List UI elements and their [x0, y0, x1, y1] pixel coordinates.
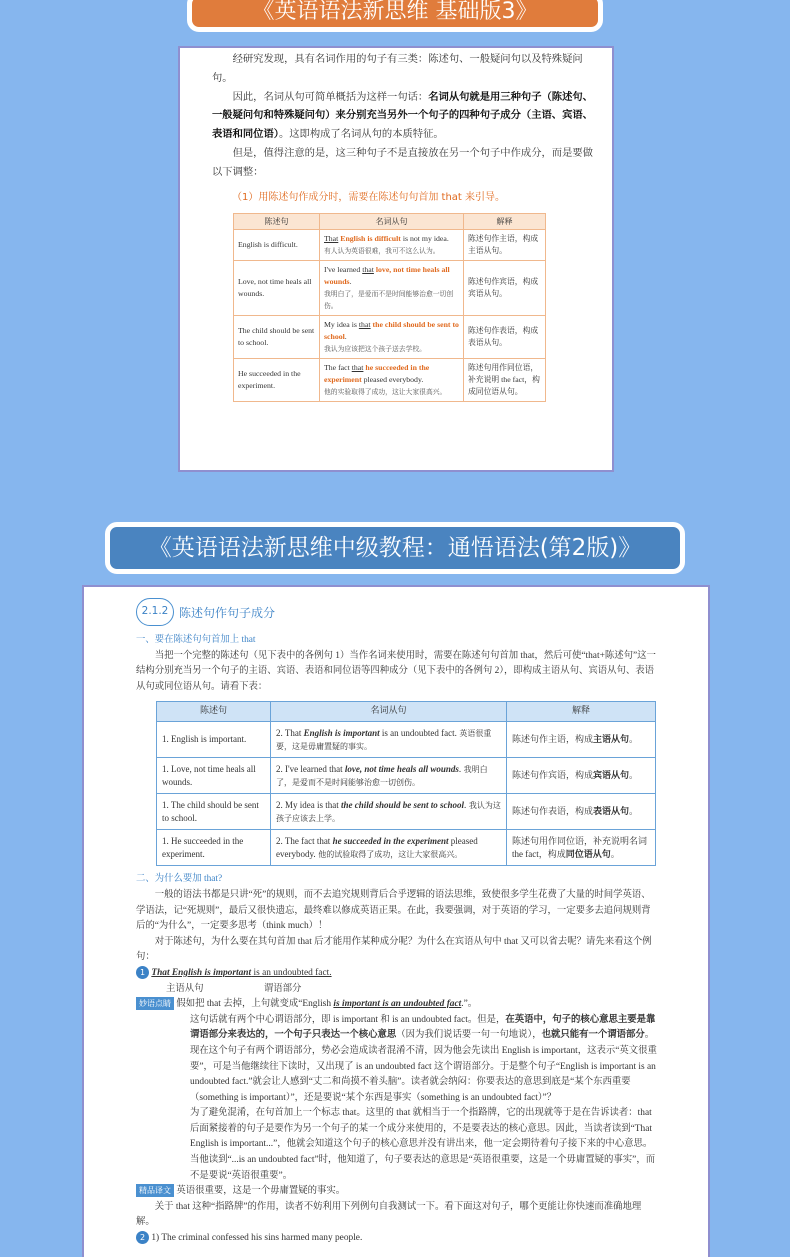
- table-header: 解释: [507, 702, 656, 722]
- bold-text: 名词从句就是用三种句子（陈述句、一般疑问句和特殊疑问句）来分别充当另外一个句子的四种句子成分（主语、宾语、表语和同位语）: [212, 91, 593, 141]
- table-row: [234, 261, 546, 316]
- note-block: [136, 997, 658, 1013]
- explanation-cell: 陈述句作表语，构成表语从句。: [464, 316, 546, 359]
- top-book-banner: [187, 0, 603, 32]
- statement-cell: 1. Love, not time heals all wounds.: [157, 758, 271, 794]
- intermediate-clause-table: [156, 701, 656, 866]
- clause-prefix: 2. I've learned that: [276, 763, 345, 774]
- paragraph: 当把一个完整的陈述句（见下表中的各例句 1）当作名词来使用时，需要在陈述句句首加 that，然后可使“that+陈述句”这一结构分别充当另一个句子的主语、宾语、表语和同位语等四种成分（见下表中的各例句 2），即构成主语从句、宾语从句、表语从句或同位语从句。请看下表：: [136, 650, 656, 692]
- paragraph: 关于 that 这种“指路牌”的作用，读者不妨利用下列例句自我测试一下。看下面这对句子，哪个更能让你快速而准确地理解。: [136, 1201, 642, 1228]
- clause-translation: 他的试验取得了成功，这让大家很高兴。: [315, 849, 463, 859]
- explanation-cell: 陈述句作宾语，构成宾语从句。: [464, 261, 546, 316]
- explain-bold: 表语从句: [593, 806, 630, 817]
- clause-translation: 英语很重要，这是毋庸置疑的事实。: [276, 728, 492, 751]
- translation-text: 英语很重要，这是一个毋庸置疑的事实。: [174, 1186, 346, 1197]
- clause-text: English is important: [303, 727, 380, 738]
- clause-cell: [320, 230, 464, 261]
- subject-label: 主语从句: [166, 983, 204, 994]
- clause-translation: 有人认为英语很难，我可不这么认为。: [324, 247, 440, 256]
- explain-text: 陈述句作主语，构成: [512, 734, 594, 745]
- example-labels: [166, 982, 658, 998]
- example-1: [136, 966, 658, 982]
- explain-text: 陈述句作宾语，构成: [512, 770, 594, 781]
- table-row: [234, 359, 546, 402]
- statement-cell: 1. The child should be sent to school.: [157, 794, 271, 830]
- clause-translation: 我认为应该把这个孩子送去学校。: [324, 345, 426, 354]
- statement-cell: 1. He succeeded in the experiment.: [157, 830, 271, 866]
- section-number-badge: 2.1.2: [136, 598, 174, 626]
- clause-translation: 我明白了，是爱而不是时间能够治愈一切创伤。: [324, 290, 454, 311]
- text: 这句话就有两个中心谓语部分，即 is important 和 is an undoubted fact。但是，: [190, 1014, 506, 1025]
- clause-cell: [271, 794, 507, 830]
- explain-text: 。: [610, 848, 620, 859]
- that-word: That: [324, 234, 339, 244]
- translation-block: [136, 1184, 658, 1200]
- clause-highlight: he succeeded in the experiment: [324, 363, 430, 385]
- text: 因此，名词从句可简单概括为这样一句话：: [232, 91, 429, 103]
- paragraph: [212, 89, 596, 145]
- that-word: that: [351, 363, 364, 373]
- intermediate-book-banner: [105, 522, 685, 574]
- example-clause: That English is important: [151, 967, 252, 978]
- table-header: 名词从句: [271, 702, 507, 722]
- that-word: that: [362, 265, 374, 275]
- translation-tag: 精品译文: [136, 1184, 174, 1197]
- clause-cell: [320, 261, 464, 316]
- clause-highlight: the child should be sent to school: [324, 320, 459, 342]
- text: .”。: [461, 999, 478, 1010]
- explanation-cell: 陈述句作主语，构成主语从句。: [464, 230, 546, 261]
- clause-translation: 他的实验取得了成功，这让大家很高兴。: [324, 388, 447, 397]
- clause-translation: 我认为这孩子应该去上学。: [276, 800, 501, 823]
- clause-translation: 我明白了，是爱而不是时间能够治愈一切创伤。: [276, 764, 488, 787]
- example-2: [136, 1231, 658, 1247]
- explanation-cell: [507, 722, 656, 758]
- explain-text: 陈述句作表语，构成: [512, 806, 594, 817]
- basic-book-page: [178, 46, 614, 472]
- explanation-cell: [507, 758, 656, 794]
- bold-text: 在英语中，句子的核心意思主要是靠谓语部分来表达的，一个句子只表达一个核心意思: [190, 1014, 656, 1041]
- table-header: 解释: [464, 214, 546, 230]
- intermediate-book-title: 《英语语法新思维中级教程：通悟语法(第2版)》: [148, 535, 642, 561]
- note-paragraph: [190, 1013, 658, 1107]
- statement-cell: 1. English is important.: [157, 722, 271, 758]
- section-title: 陈述句作句子成分: [179, 605, 276, 620]
- explain-bold: 同位语从句: [565, 848, 611, 859]
- clause-cell: [271, 830, 507, 866]
- section-heading: [136, 598, 275, 626]
- clause-emphasis: [344, 763, 462, 774]
- intermediate-book-page: [82, 585, 710, 1257]
- clause-suffix: .: [349, 277, 352, 287]
- clause-cell: [271, 758, 507, 794]
- clause-suffix: pleased everybody.: [361, 375, 424, 385]
- explanation-cell: [507, 830, 656, 866]
- that-word: that: [358, 320, 371, 330]
- text: 。现在这个句子有两个谓语部分，势必会造成读者混淆不清，因为他会先读出 English is important，这表示“英文很重要”，可是当他继续往下读时，又出现了 is an undoubted fact 这个谓语部分。于是整个句子“English is important is an undoubted fact.”就会让人感到“丈二和尚摸不着头脑”。读者就会纳闷：你要表达的意思到底是“某个东西重要（something is important）”，还是要说“某个东西是事实（something is an undoubted fact）”？: [190, 1030, 657, 1103]
- table-row: [157, 722, 656, 758]
- clause-emphasis: [341, 799, 467, 810]
- subheading: 一、要在陈述句句首加上 that: [136, 635, 256, 645]
- clause-suffix: .: [464, 799, 467, 810]
- example-number: 1: [136, 966, 149, 979]
- explain-bold: 宾语从句: [593, 770, 630, 781]
- clause-suffix: is an undoubted fact.: [379, 727, 457, 738]
- clause-text: love, not time heals all wounds: [344, 763, 459, 774]
- table-row: [234, 316, 546, 359]
- paragraph: 经研究发现，具有名词作用的句子有三类：陈述句、一般疑问句以及特殊疑问句。: [212, 54, 583, 84]
- table-header: 陈述句: [234, 214, 320, 230]
- statement-cell: The child should be sent to school.: [234, 316, 320, 359]
- clause-prefix: 2. The fact that: [276, 835, 333, 846]
- bold-text: 也就只能有一个谓语部分: [541, 1030, 645, 1041]
- predicate-label: 谓语部分: [263, 983, 302, 994]
- explain-text: 。: [629, 734, 639, 745]
- example-text: 1) The criminal confessed his sins harmed many people.: [151, 1233, 363, 1244]
- table-row: [157, 794, 656, 830]
- clause-suffix: pleased everybody.: [276, 835, 478, 859]
- explanation-cell: 陈述句用作同位语，补充说明 the fact，构成同位语从句。: [464, 359, 546, 402]
- table-row: [157, 758, 656, 794]
- clause-prefix: I've learned: [324, 265, 363, 275]
- subheading: 二、为什么要加 that?: [136, 874, 223, 885]
- note-paragraph: 为了避免混淆，在句首加上一个标志 that。这里的 that 就相当于一个指路牌，它的出现就等于是在告诉读者：that 后面紧接着的句子是要作为另一个句子的某一个成分来使用的，不是要表达的核心意思。因此，当读者读到“That English is important...”，他就会知道这个句子的核心意思并没有讲出来，他一定会期待着句子接下来的中心意思。当他读到“...is an undoubted fact”时，他知道了，句子要表达的意思是“英语很重要，这是一个毋庸置疑的事实”，而不是要说“英语很重要”。: [190, 1108, 656, 1181]
- statement-cell: Love, not time heals all wounds.: [234, 261, 320, 316]
- basic-page-text: [180, 48, 612, 207]
- statement-cell: He succeeded in the experiment.: [234, 359, 320, 402]
- clause-highlight: love, not time heals all wounds: [324, 265, 450, 287]
- orange-heading: （1）用陈述句作成分时，需要在陈述句句首加 that 来引导。: [232, 191, 506, 203]
- clause-text: he succeeded in the experiment: [332, 835, 449, 846]
- text: 假如把 that 去掉，上句就变成“English: [174, 999, 334, 1010]
- explain-text: 。: [629, 806, 639, 817]
- clause-suffix: is not my idea.: [400, 234, 449, 244]
- paragraph: 对于陈述句，为什么要在其句首加 that 后才能用作某种成分呢？为什么在宾语从句中 that 又可以省去呢？请先来看这个例句：: [136, 936, 652, 963]
- paragraph: 但是，值得注意的是，这三种句子不是直接放在另一个句子中作成分，而是要做以下调整：: [212, 147, 593, 178]
- explain-bold: 主语从句: [593, 734, 630, 745]
- explain-text: 。: [629, 770, 639, 781]
- text: is important is an undoubted fact: [333, 999, 462, 1010]
- example-number: 2: [136, 1231, 149, 1244]
- clause-emphasis: [304, 728, 380, 738]
- clause-emphasis: [333, 836, 449, 846]
- clause-suffix: .: [344, 332, 347, 342]
- clause-prefix: 2. My idea is that: [276, 799, 341, 810]
- top-book-title: 《英语语法新思维 基础版3》: [252, 0, 538, 24]
- clause-text: the child should be sent to school: [341, 799, 465, 810]
- text: 。这即构成了名词从句的本质特征。: [278, 129, 444, 141]
- clause-suffix: .: [458, 763, 462, 774]
- clause-prefix: My idea is: [324, 320, 359, 330]
- table-row: [157, 830, 656, 866]
- clause-prefix: The fact: [324, 363, 352, 373]
- note-tag: 妙语点睛: [136, 997, 174, 1010]
- explanation-cell: [507, 794, 656, 830]
- clause-cell: [271, 722, 507, 758]
- table-header: 陈述句: [157, 702, 271, 722]
- example-rest: is an undoubted fact.: [251, 967, 332, 978]
- clause-highlight: English is difficult: [338, 234, 401, 244]
- paragraph: 一般的语法书都是只讲“死”的规则，而不去追究规则背后合乎逻辑的语法思维，致使很多学生花费了大量的时间学英语、学语法，记“死规则”，最后又很快遗忘，最终难以修成英语正果。在此，我要强调，对于英语的学习，一定要多去追问规则背后的“为什么”，一定要多思考（think much）！: [136, 889, 651, 932]
- statement-cell: English is difficult.: [234, 230, 320, 261]
- clause-cell: [320, 359, 464, 402]
- intermediate-page-text: [136, 633, 658, 1247]
- basic-clause-table: [233, 213, 546, 402]
- text: （因为我们说话要一句一句地说），: [396, 1030, 542, 1041]
- clause-cell: [320, 316, 464, 359]
- table-header: 名词从句: [320, 214, 464, 230]
- explain-text: 陈述句用作同位语，补充说明名词 the fact，构成: [512, 835, 648, 859]
- clause-prefix: 2. That: [276, 727, 304, 738]
- table-row: [234, 230, 546, 261]
